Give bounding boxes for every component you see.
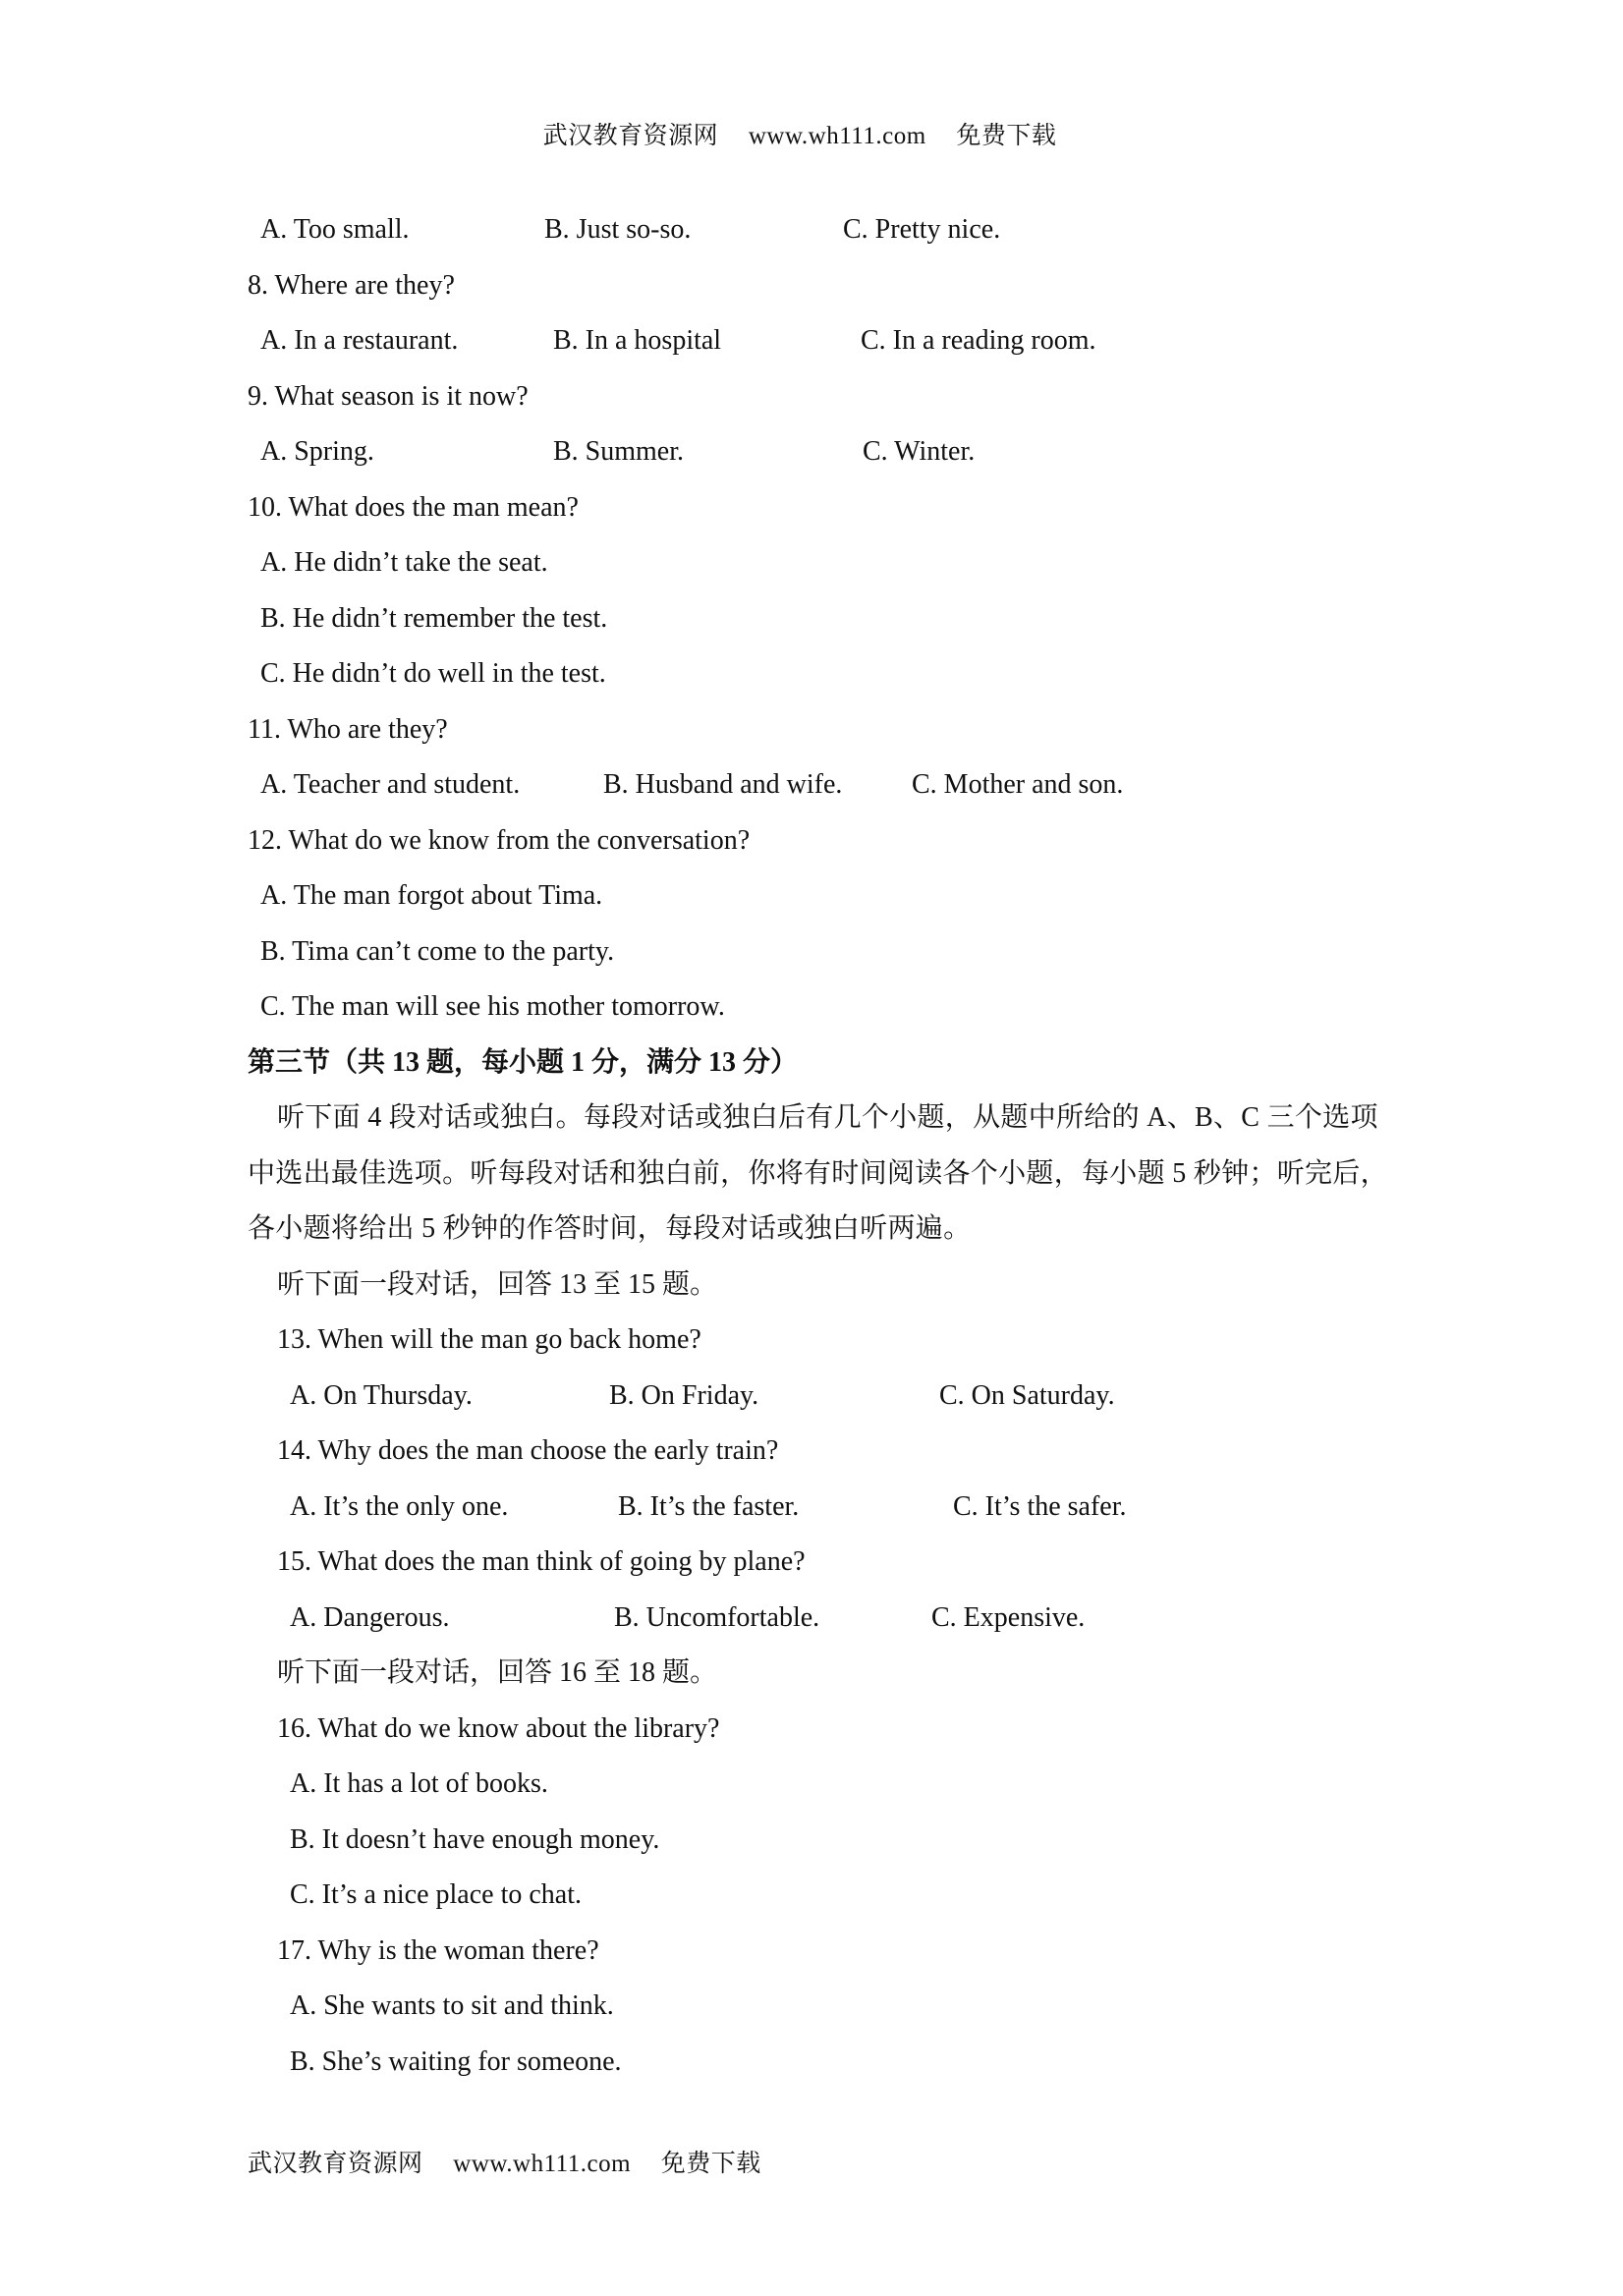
footer-note: 免费下载 [660, 2151, 761, 2177]
option-b: B. Husband and wife. [603, 769, 843, 800]
q12-option-c: C. The man will see his mother tomorrow. [260, 991, 725, 1022]
q13-options [248, 1369, 1397, 1425]
q12-option-b: B. Tima can’t come to the party. [260, 935, 615, 967]
q16-option-a: A. It has a lot of books. [290, 1768, 548, 1799]
q10-option-c: C. He didn’t do well in the test. [260, 658, 606, 689]
question-16: 16. What do we know about the library? [277, 1712, 720, 1744]
option-a: A. It’s the only one. [290, 1490, 509, 1522]
question-9: 9. What season is it now? [248, 380, 529, 412]
q17-option-b: B. She’s waiting for someone. [290, 2045, 622, 2077]
dialogue-intro-2: 听下面一段对话，回答 16 至 18 题。 [277, 1657, 718, 1688]
question-10: 10. What does the man mean? [248, 491, 579, 523]
option-a: A. Spring. [260, 436, 374, 467]
q17-option-a: A. She wants to sit and think. [290, 1990, 614, 2021]
option-b: B. Summer. [553, 436, 685, 467]
question-17: 17. Why is the woman there? [277, 1934, 599, 1966]
option-b: B. In a hospital [553, 325, 722, 356]
option-a: A. Teacher and student. [260, 769, 521, 800]
question-12: 12. What do we know from the conversation? [248, 824, 751, 856]
q7-options [248, 202, 1397, 258]
question-14: 14. Why does the man choose the early train? [277, 1435, 779, 1466]
header-note: 免费下载 [956, 123, 1057, 149]
section-title: 第三节（共 13 题，每小题 1 分，满分 13 分） [248, 1046, 799, 1078]
exam-content [248, 202, 1397, 2090]
q14-options [248, 1480, 1397, 1536]
option-a: A. Too small. [260, 214, 410, 245]
q10-option-b: B. He didn’t remember the test. [260, 602, 608, 634]
option-b: B. It’s the faster. [618, 1490, 800, 1522]
header-url: www.wh111.com [748, 123, 926, 149]
q9-options [248, 424, 1397, 480]
q12-option-a: A. The man forgot about Tima. [260, 880, 603, 911]
q10-option-a: A. He didn’t take the seat. [260, 547, 548, 578]
option-a: A. Dangerous. [290, 1601, 450, 1633]
dialogue-intro-1: 听下面一段对话，回答 13 至 15 题。 [277, 1268, 718, 1300]
page-footer [248, 2144, 785, 2179]
page-header [0, 116, 1623, 151]
question-8: 8. Where are they? [248, 269, 455, 301]
option-a: A. On Thursday. [290, 1379, 473, 1411]
header-site-name: 武汉教育资源网 [542, 123, 719, 149]
q16-option-c: C. It’s a nice place to chat. [290, 1879, 582, 1910]
question-11: 11. Who are they? [248, 713, 448, 745]
option-b: B. Uncomfortable. [614, 1601, 820, 1633]
option-c: C. In a reading room. [861, 325, 1096, 356]
option-c: C. Mother and son. [912, 769, 1124, 800]
option-c: C. Pretty nice. [843, 214, 1001, 245]
option-c: C. Expensive. [931, 1601, 1086, 1633]
question-13: 13. When will the man go back home? [277, 1324, 701, 1355]
q8-options [248, 313, 1397, 369]
option-b: B. Just so-so. [544, 214, 692, 245]
option-a: A. In a restaurant. [260, 325, 459, 356]
q16-option-b: B. It doesn’t have enough money. [290, 1823, 660, 1855]
q15-options [248, 1591, 1397, 1647]
option-b: B. On Friday. [609, 1379, 759, 1411]
option-c: C. It’s the safer. [953, 1490, 1127, 1522]
option-c: C. On Saturday. [939, 1379, 1115, 1411]
option-c: C. Winter. [863, 436, 976, 467]
q11-options [248, 757, 1397, 813]
question-15: 15. What does the man think of going by plane? [277, 1546, 806, 1577]
footer-url: www.wh111.com [453, 2151, 632, 2177]
footer-site-name: 武汉教育资源网 [248, 2151, 423, 2177]
section-instructions: 听下面 4 段对话或独白。每段对话或独白后有几个小题，从题中所给的 A、B、C 三个选项中选出最佳选项。听每段对话和独白前，你将有时间阅读各个小题，每小题 5 秒钟；听完后，各小题将给出 5 秒钟的作答时间，每段对话或独白听两遍。 [248, 1102, 1388, 1244]
